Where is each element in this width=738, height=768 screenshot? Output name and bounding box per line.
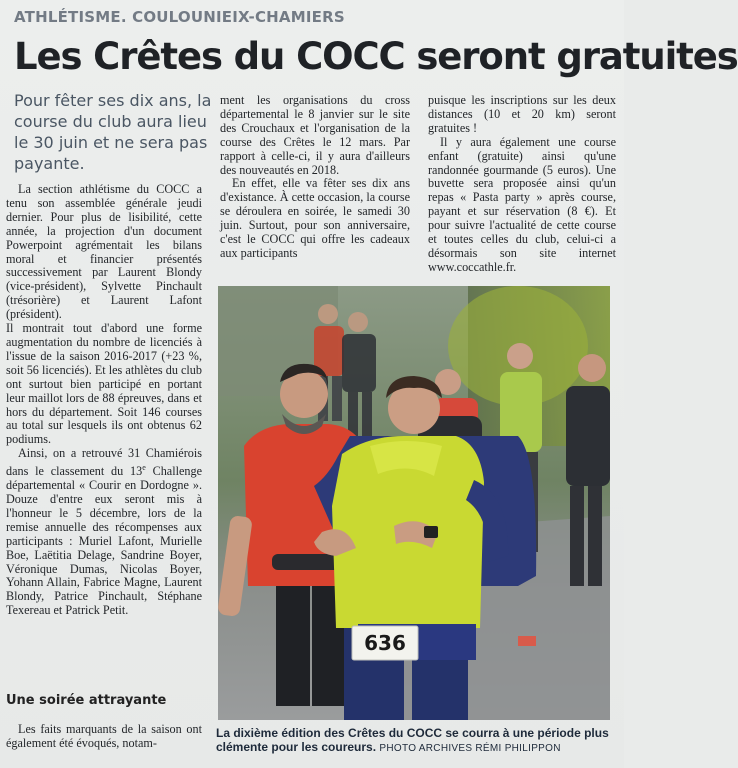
runners-illustration — [218, 286, 610, 720]
paragraph: Il y aura également une course enfant (gratuite) ainsi qu'une randonnée gourmande (5 euros). Une buvette sera proposée ainsi qu'un repas « Pasta party » après course, payant et sur réservation (8 €). Et pour suivre l'actualité de cette course et toutes celles du club, celui-ci a désormais son site internet www.coccathle.fr. — [428, 134, 616, 274]
superscript: e — [142, 463, 146, 473]
article-standfirst: Pour fêter ses dix ans, la course du club aura lieu le 30 juin et ne sera pas payante. — [14, 91, 212, 173]
photo-caption — [216, 726, 614, 756]
race-bib — [352, 626, 418, 660]
paragraph: puisque les inscriptions sur les deux distances (10 et 20 km) seront gratuites ! — [428, 93, 616, 135]
photo-credit: PHOTO ARCHIVES RÉMI PHILIPPON — [379, 743, 561, 754]
article-headline: Les Crêtes du COCC seront gratuites — [14, 35, 738, 78]
article-column-1-end — [6, 723, 202, 751]
article-column-2 — [220, 94, 410, 261]
paragraph-challenge — [6, 447, 202, 618]
text-run: Ainsi, on a retrouvé 31 Chamiérois dans le classement du 13 — [6, 446, 202, 479]
paragraph: Il montrait tout d'abord une forme augmentation du nombre de licenciés à l'issue de la saison 2016-2017 (+23 %, soit 56 licenciés). Et les athlètes du club ont surtout bien participé en portant leur maillot lors de 88 épreuves, dans et hors du département. Soit 146 courses au total sur lesquels ils ont obtenus 62 podiums. — [6, 321, 202, 447]
text-run: Challenge départemental « Courir en Dordogne ». Douze d'entre eux seront mis à l'honneur le 5 décembre, lors de la remise annuelle des récompenses aux participants : Muriel Lafont, Murielle Boe, Laëtitia Delage, Sandrine Boyer, Véronique Dumas, Nicolas Boyer, Yohann Allain, Fabrice Magne, Laurent Blondy, Patrice Pinchault, Stéphane Texereau et Patrick Petit. — [6, 464, 202, 618]
bib-number: 636 — [364, 631, 406, 655]
paragraph: En effet, elle va fêter ses dix ans d'existance. À cette occasion, la course se déroulera en soirée, le samedi 30 juin. Surtout, pour son anniversaire, c'est le COCC qui offre les cadeaux aux participants — [220, 176, 411, 260]
article-photo — [218, 286, 610, 720]
article-kicker: ATHLÉTISME. COULOUNIEIX-CHAMIERS — [14, 8, 345, 26]
article-column-3 — [428, 94, 616, 275]
article-column-1 — [6, 183, 202, 618]
paragraph: Les faits marquants de la saison ont également été évoqués, notam- — [6, 722, 202, 750]
paragraph: ment les organisations du cross départemental le 8 janvier sur le site des Crouchaux et l'organisation de la course des Crêtes le 12 mars. Par rapport à celle-ci, il y aura d'ailleurs des nouveautés en 2018. — [220, 93, 410, 177]
caption-text: La dixième édition des Crêtes du COCC se courra à une période plus clémente pour les coureurs. — [216, 726, 609, 754]
article-subheading: Une soirée attrayante — [6, 693, 167, 708]
paragraph: La section athlétisme du COCC a tenu son assemblée générale jeudi dernier. Pour plus de lisibilité, cette année, la projection d'un document Powerpoint agrémentait les bilans moral et financier présentés successivement par Laurent Blondy (vice-président), Sylvette Pinchault (trésorière) et Laurent Lafont (président). — [6, 182, 202, 322]
